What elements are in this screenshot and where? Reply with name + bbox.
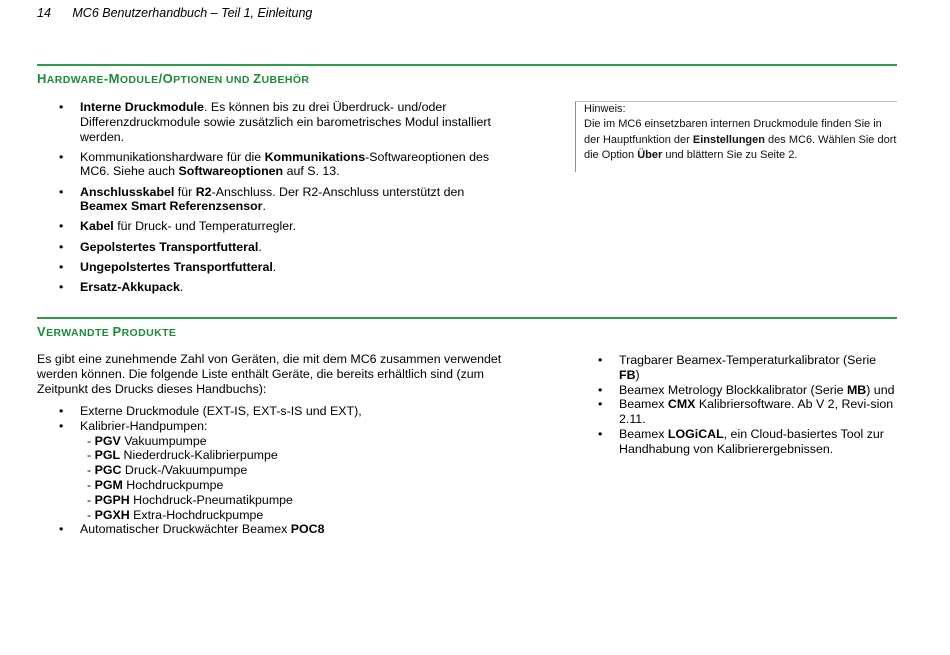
list-item: • Interne Druckmodule. Es können bis zu drei Überdruck- und/oder Differenzdruckmodule sowie zusätzlich ein barometrisches Modul installiert werden.	[37, 100, 507, 144]
list-item: • Kommunikationshardware für die Kommunikations-Softwareoptionen des MC6. Siehe auch Softwareoptionen auf S. 13.	[37, 150, 507, 180]
page-number: 14	[37, 6, 51, 20]
page-header	[37, 6, 312, 20]
list-item: • Externe Druckmodule (EXT-IS, EXT-s-IS und EXT),	[37, 404, 507, 419]
section-divider	[37, 317, 897, 319]
section-title-hardware: HARDWARE-MODULE/OPTIONEN UND ZUBEHÖR	[37, 71, 310, 86]
list-item: • Gepolstertes Transportfutteral.	[37, 240, 507, 255]
pump-item: - PGM Hochdruckpumpe	[87, 477, 224, 492]
list-item: • Beamex CMX Kalibriersoftware. Ab V 2, Revi-sion 2.11.	[576, 397, 898, 427]
list-item: • Kalibrier-Handpumpen: - PGV Vakuumpumpe - PGL Niederdruck-Kalibrierpumpe - PGC Druck-/Vakuumpumpe - PGM Hochdruckpumpe - PGPH Hochdruck-Pneumatikpumpe - PGXH Extra-Hochdruckpumpe	[37, 419, 507, 523]
note-box	[575, 101, 897, 172]
section-title-related-products: VERWANDTE PRODUKTE	[37, 324, 177, 339]
list-item: • Anschlusskabel für R2-Anschluss. Der R2-Anschluss unterstützt den Beamex Smart Referenzsensor.	[37, 185, 507, 215]
pump-item: - PGPH Hochdruck-Pneumatikpumpe	[87, 492, 293, 507]
list-item: • Automatischer Druckwächter Beamex POC8	[37, 522, 507, 537]
document-title: MC6 Benutzerhandbuch – Teil 1, Einleitung	[72, 6, 313, 20]
note-label: Hinweis:	[584, 103, 626, 115]
pump-item: - PGV Vakuumpumpe	[87, 433, 207, 448]
pump-item: - PGXH Extra-Hochdruckpumpe	[87, 507, 264, 522]
note-text: Die im MC6 einsetzbaren internen Druckmodule finden Sie in der Hauptfunktion der Einstellungen des MC6. Wählen Sie dort die Option Über und blättern Sie zu Seite 2.	[584, 118, 897, 161]
list-item: • Ersatz-Akkupack.	[37, 280, 507, 295]
list-item: • Ungepolstertes Transportfutteral.	[37, 260, 507, 275]
related-products-list-right	[576, 353, 898, 457]
related-products-list	[37, 404, 507, 537]
section-divider	[37, 64, 897, 66]
list-item: • Beamex Metrology Blockkalibrator (Serie MB) und	[576, 383, 898, 398]
list-item: • Beamex LOGiCAL, ein Cloud-basiertes Tool zur Handhabung von Kalibrierergebnissen.	[576, 427, 898, 457]
pump-item: - PGL Niederdruck-Kalibrierpumpe	[87, 448, 278, 463]
section-intro: Es gibt eine zunehmende Zahl von Geräten, die mit dem MC6 zusammen verwendet werden können. Die folgende Liste enthält Geräte, die bereits erhältlich sind (zum Zeitpunkt des Drucks dieses Handbuchs):	[37, 352, 502, 396]
list-item: • Kabel für Druck- und Temperaturregler.	[37, 219, 507, 234]
pump-item: - PGC Druck-/Vakuumpumpe	[87, 463, 248, 478]
hardware-list	[37, 100, 507, 300]
list-item: • Tragbarer Beamex-Temperaturkalibrator (Serie FB)	[576, 353, 898, 383]
